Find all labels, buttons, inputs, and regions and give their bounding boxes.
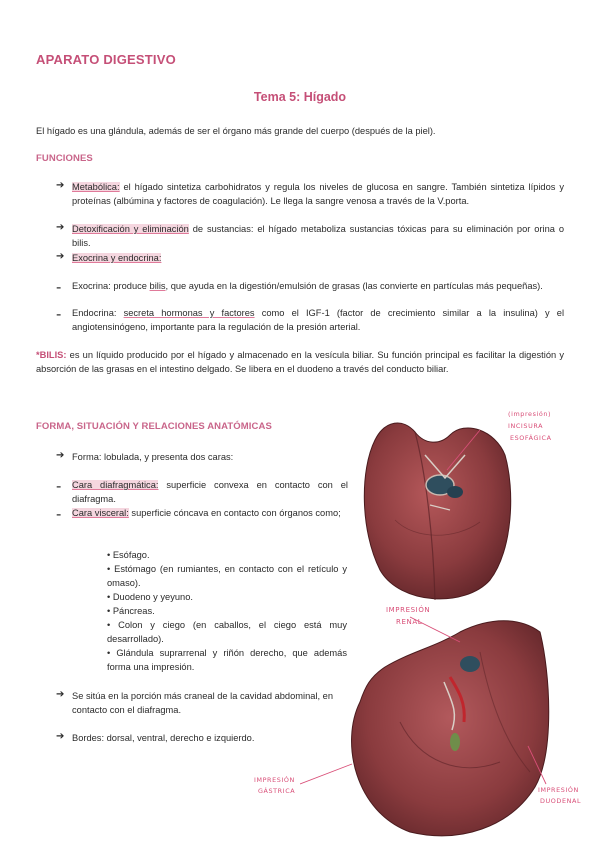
intro-paragraph: El hígado es una glándula, además de ser el órgano más grande del cuerpo (después de la piel). (36, 126, 436, 136)
bullet-metabolica (56, 180, 564, 208)
bullet-detox (56, 222, 564, 250)
detox-term: Detoxificación y eliminación (72, 224, 189, 234)
annotation-gastrica: GÁSTRICA (258, 787, 296, 795)
arrow-icon: ➔ (56, 689, 65, 700)
forma-heading: FORMA, SITUACIÓN Y RELACIONES ANATÓMICAS (36, 421, 272, 432)
exo-endo-term: Exocrina y endocrina: (72, 253, 162, 263)
detox-text: de sustancias: el hígado metaboliza sustancias tóxicas para su eliminación por orina o bilis. (72, 224, 564, 248)
organ-item: • Estómago (en rumiantes, en contacto con el retículo y omaso). (107, 564, 347, 588)
liver-illustration-top (355, 410, 515, 610)
arrow-icon: ➔ (56, 222, 65, 233)
arrow-icon: ➔ (56, 450, 65, 461)
annotation-duodenal: DUODENAL (540, 797, 582, 805)
bullet-situacion: ➔ Se sitúa en la porción más craneal de la cavidad abdominal, en contacto con el diafragma. (56, 689, 333, 715)
topic-title: Tema 5: Hígado (253, 90, 347, 104)
annotation-impresion: (impresión) (508, 410, 552, 418)
organ-item: • Esófago. (107, 550, 150, 560)
item-cara-diafragmatica: - Cara diafragmática: superficie convexa en contacto con el diafragma. (56, 478, 348, 504)
funciones-heading: FUNCIONES (36, 153, 93, 164)
annotation-impresion-renal: IMPRESIÓN (386, 606, 431, 614)
bilis-label: *BILIS: (36, 350, 67, 360)
organ-item: • Colon y ciego (en caballos, el ciego está muy desarrollado). (107, 620, 347, 644)
arrow-icon: ➔ (56, 180, 65, 191)
bullet-bordes: ➔ Bordes: dorsal, ventral, derecho e izquierdo. (56, 731, 255, 743)
organ-item: • Duodeno y yeyuno. (107, 592, 193, 602)
liver-illustration-bottom (340, 612, 560, 842)
annotation-pointer-gastrica (300, 760, 360, 790)
arrow-icon: ➔ (56, 251, 65, 262)
organ-item: • Páncreas. (107, 606, 155, 616)
metabolica-term: Metabólica: (72, 182, 120, 192)
annotation-renal: RENAL (396, 618, 423, 626)
arrow-icon: ➔ (56, 731, 65, 742)
organ-item: • Glándula suprarrenal y riñón derecho, que además forma una impresión. (107, 648, 347, 672)
metabolica-text: el hígado sintetiza carbohidratos y regula los niveles de glucosa en sangre. También sintetiza lípidos y proteínas (albúmina y factores de coagulación). Le llega la sangre venosa a través de la V.porta. (72, 182, 564, 206)
document-title: APARATO DIGESTIVO (36, 52, 176, 67)
bullet-forma: ➔ Forma: lobulada, y presenta dos caras: (56, 450, 234, 462)
organs-list (107, 548, 347, 674)
annotation-impresion-duodenal: IMPRESIÓN (538, 786, 579, 794)
annotation-esofagica: ESOFÁGICA (510, 434, 552, 442)
item-cara-visceral: - Cara visceral: superficie cóncava en contacto con órganos como; (56, 506, 341, 523)
visceral-term: Cara visceral: (72, 508, 129, 518)
secreta-term: secreta hormonas y factores (123, 308, 255, 318)
diafrag-term: Cara diafragmática: (72, 480, 159, 490)
annotation-incisura: INCISURA (508, 422, 544, 430)
item-endocrina: - Endocrina: secreta hormonas y factores como el IGF-1 (factor de crecimiento similar a la insulina) y el angiotensinógeno, importante para la regulación de la presión arterial. (56, 306, 565, 332)
bilis-term: bilis (149, 281, 166, 291)
annotation-impresion-gastrica: IMPRESIÓN (254, 776, 295, 784)
item-exocrina: - Exocrina: produce bilis, que ayuda en la digestión/emulsión de grasas (las convierte en partículas más pequeñas). (56, 279, 543, 296)
bullet-exo-endo (56, 251, 564, 265)
bilis-note: *BILIS: es un líquido producido por el hígado y almacenado en la vesícula biliar. Su función principal es facilitar la digestión y absorción de las grasas en el intestino delgado. Se libera en el duodeno a través del conducto biliar. (36, 350, 564, 374)
annotation-pointer-duodenal (522, 742, 552, 786)
